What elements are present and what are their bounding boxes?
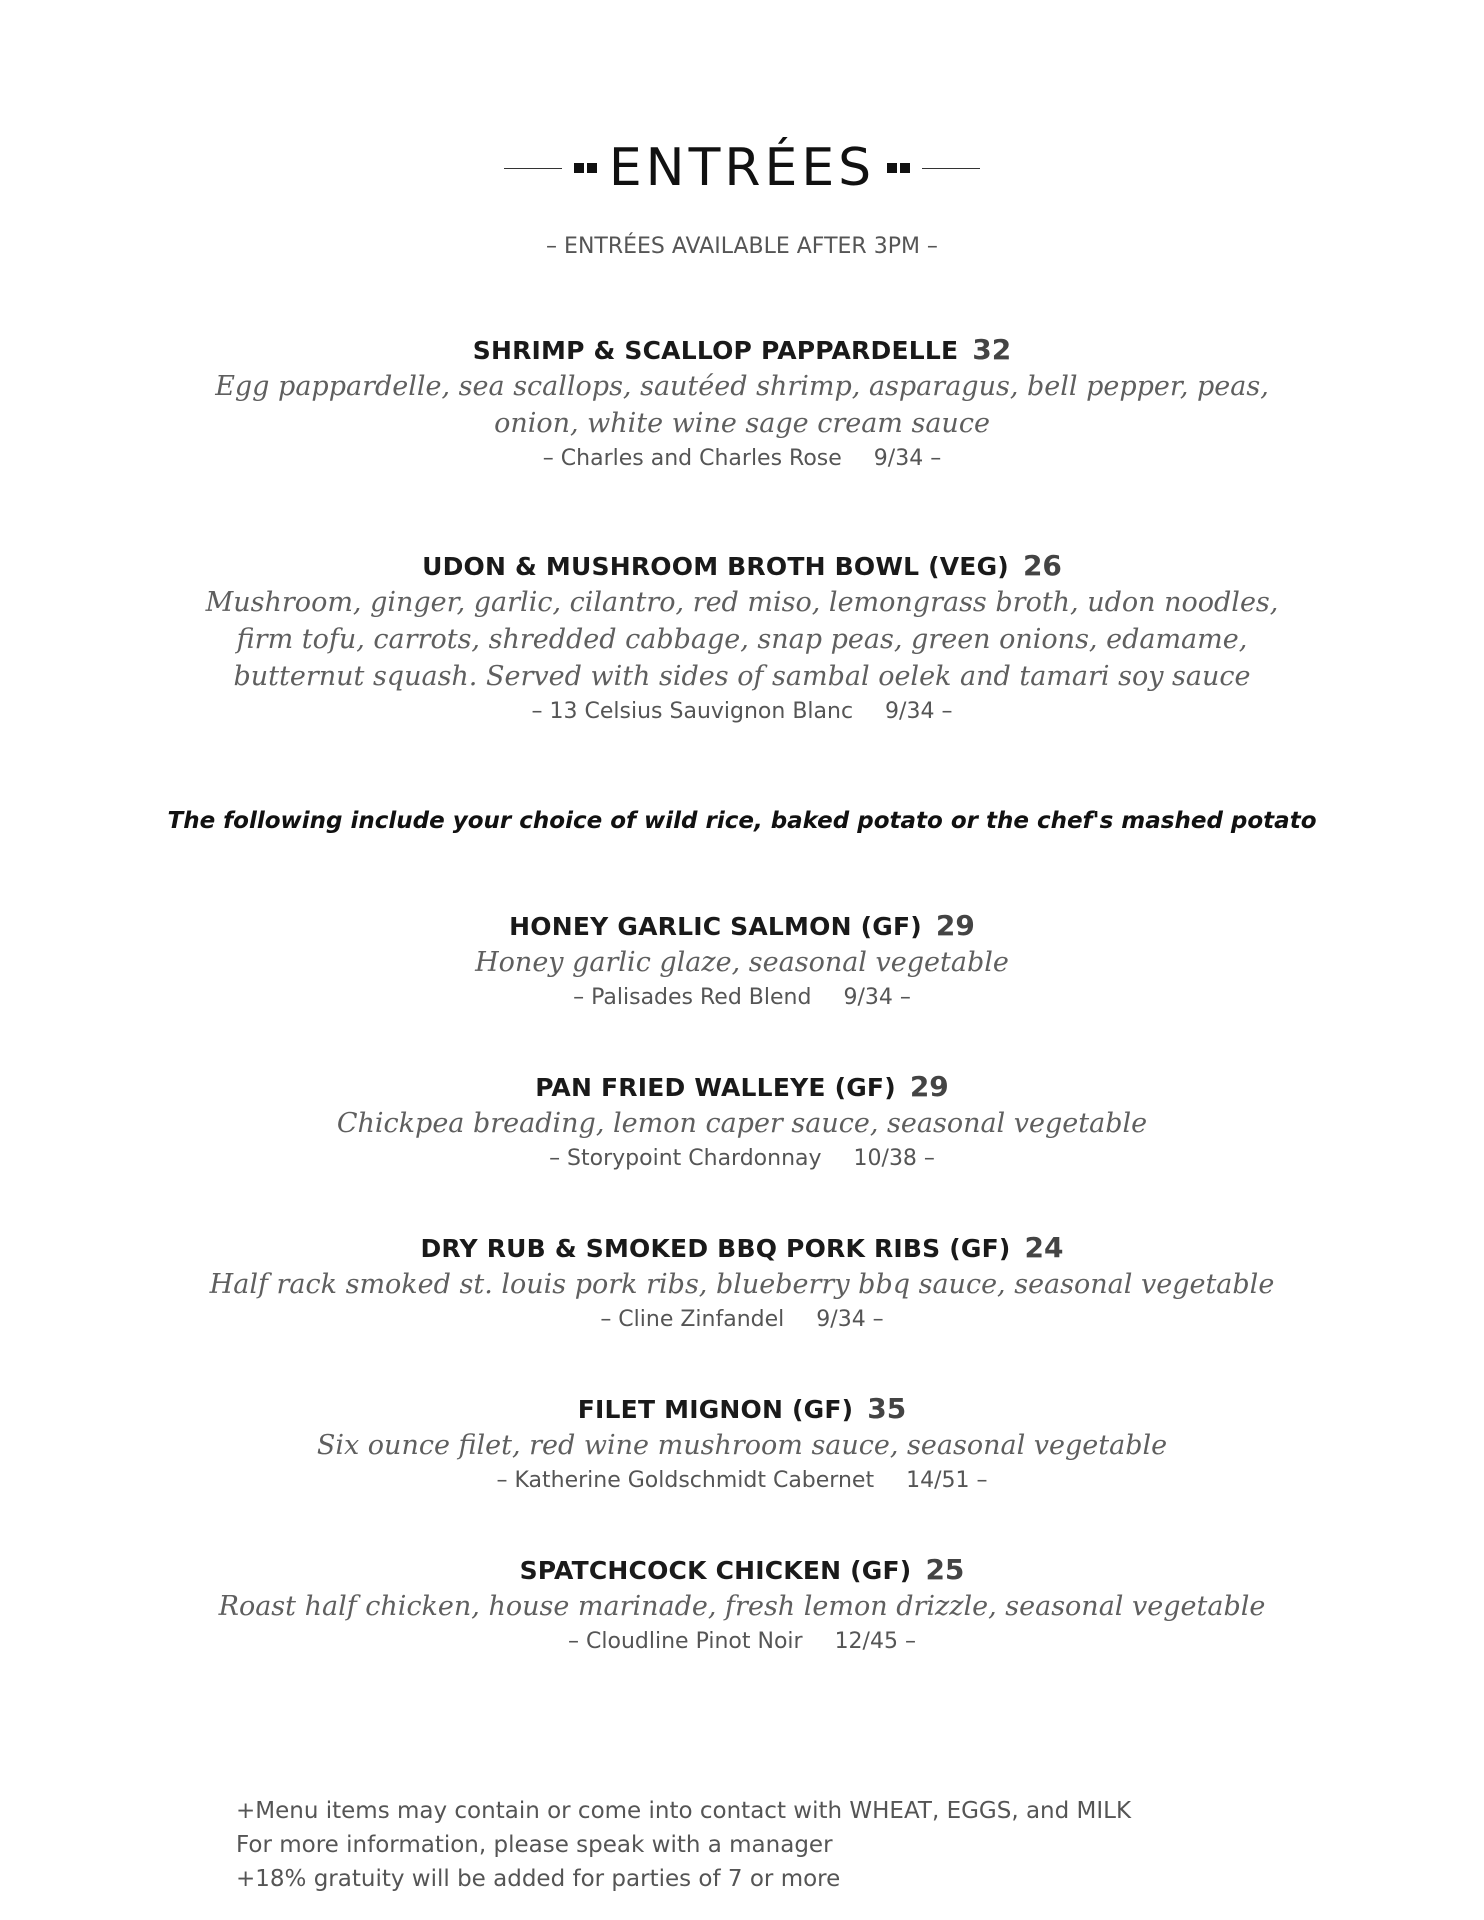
item-description: Mushroom, ginger, garlic, cilantro, red miso, lemongrass broth, udon noodles, firm tofu, carrots, shredded cabbage, snap peas, green onions, edamame, butternut squash. Served with sides of sambal oelek and tamari soy sauce xyxy=(205,587,1279,692)
menu-item-salmon xyxy=(0,909,1484,1015)
item-price: 25 xyxy=(925,1553,965,1586)
item-description: Chickpea breading, lemon caper sauce, seasonal vegetable xyxy=(336,1108,1148,1139)
left-rule xyxy=(504,168,562,169)
item-name: DRY RUB & SMOKED BBQ PORK RIBS (GF) xyxy=(420,1234,1011,1263)
item-description: Six ounce filet, red wine mushroom sauce, seasonal vegetable xyxy=(316,1430,1168,1461)
item-price: 29 xyxy=(935,909,975,942)
item-price: 29 xyxy=(909,1070,949,1103)
left-ornament xyxy=(574,163,597,173)
item-description: Roast half chicken, house marinade, fresh lemon drizzle, seasonal vegetable xyxy=(218,1591,1266,1622)
footer-notes xyxy=(236,1794,1131,1896)
item-description: Honey garlic glaze, seasonal vegetable xyxy=(475,947,1009,978)
right-ornament xyxy=(887,163,910,173)
wine-pairing: – 13 Celsius Sauvignon Blanc 9/34 – xyxy=(531,699,953,724)
item-name: HONEY GARLIC SALMON (GF) xyxy=(509,912,922,941)
wine-pairing: – Katherine Goldschmidt Cabernet 14/51 – xyxy=(496,1468,988,1493)
item-description: Half rack smoked st. louis pork ribs, blueberry bbq sauce, seasonal vegetable xyxy=(209,1269,1275,1300)
allergen-note: +Menu items may contain or come into contact with WHEAT, EGGS, and MILK xyxy=(236,1798,1132,1824)
item-name: SPATCHCOCK CHICKEN (GF) xyxy=(519,1556,912,1585)
item-price: 24 xyxy=(1024,1231,1064,1264)
item-price: 32 xyxy=(972,333,1012,366)
item-price: 35 xyxy=(867,1392,907,1425)
title-row xyxy=(0,138,1484,198)
item-price: 26 xyxy=(1022,549,1062,582)
wine-pairing: – Palisades Red Blend 9/34 – xyxy=(573,985,911,1010)
right-rule xyxy=(922,168,980,169)
menu-item-walleye xyxy=(0,1070,1484,1176)
menu-item-udon-bowl xyxy=(0,549,1484,729)
sides-note: The following include your choice of wild rice, baked potato or the chef's mashed potato xyxy=(167,808,1317,834)
item-name: UDON & MUSHROOM BROTH BOWL (VEG) xyxy=(422,552,1009,581)
item-name: FILET MIGNON (GF) xyxy=(577,1395,854,1424)
gratuity-note: +18% gratuity will be added for parties of 7 or more xyxy=(236,1866,841,1892)
wine-pairing: – Cloudline Pinot Noir 12/45 – xyxy=(568,1629,916,1654)
manager-note: For more information, please speak with a manager xyxy=(236,1832,833,1858)
item-name: SHRIMP & SCALLOP PAPPARDELLE xyxy=(472,336,959,365)
menu-item-pork-ribs xyxy=(0,1231,1484,1337)
item-description: Egg pappardelle, sea scallops, sautéed shrimp, asparagus, bell pepper, peas, onion, white wine sage cream sauce xyxy=(215,371,1269,439)
menu-item-filet-mignon xyxy=(0,1392,1484,1498)
wine-pairing: – Charles and Charles Rose 9/34 – xyxy=(542,446,942,471)
menu-item-shrimp-scallop xyxy=(0,333,1484,476)
wine-pairing: – Cline Zinfandel 9/34 – xyxy=(600,1307,884,1332)
item-name: PAN FRIED WALLEYE (GF) xyxy=(535,1073,896,1102)
wine-pairing: – Storypoint Chardonnay 10/38 – xyxy=(549,1146,935,1171)
menu-item-spatchcock-chicken xyxy=(0,1553,1484,1659)
availability-subtitle: – ENTRÉES AVAILABLE AFTER 3PM – xyxy=(546,234,938,259)
page-title: ENTRÉES xyxy=(608,138,876,198)
